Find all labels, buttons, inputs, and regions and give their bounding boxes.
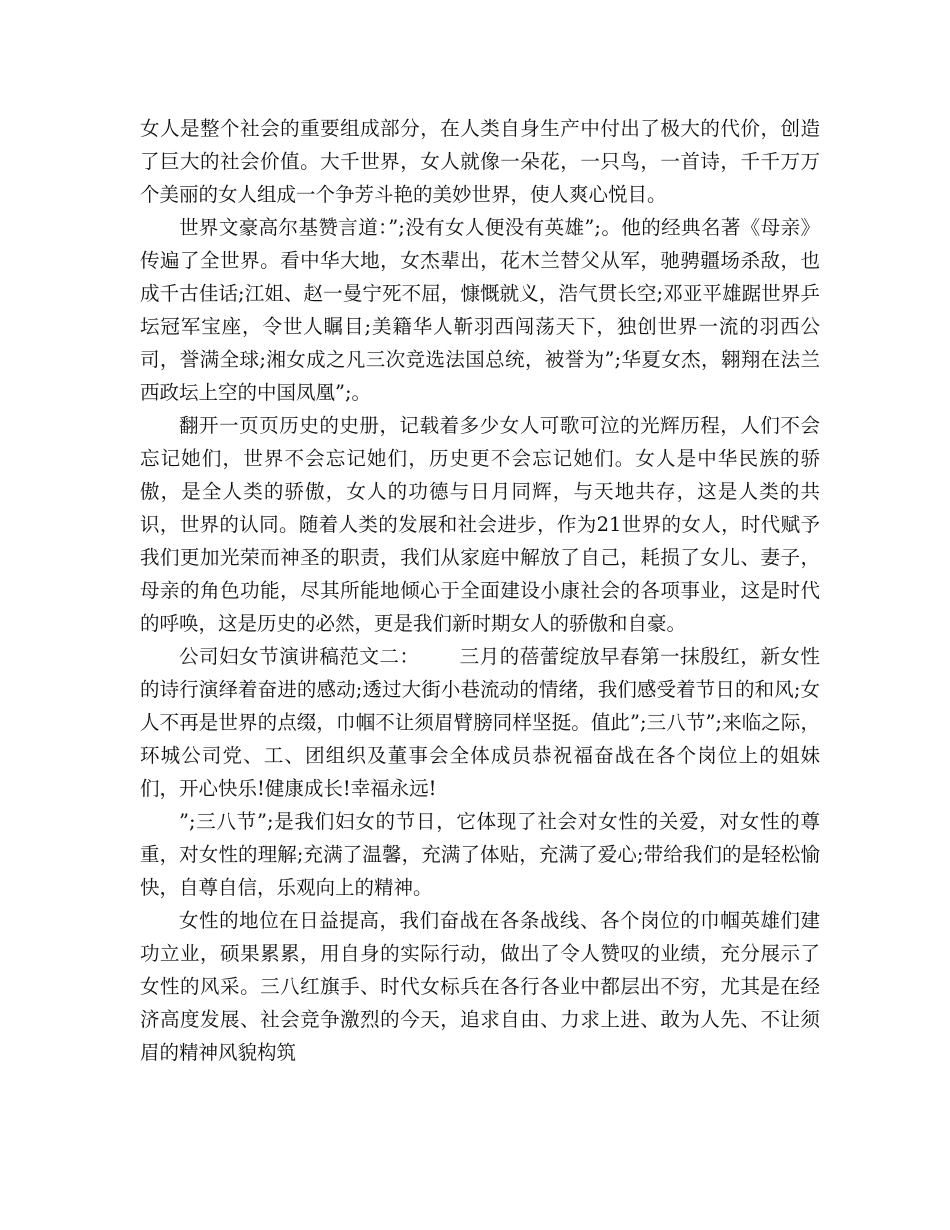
paragraph-womens-day: ”;三八节”;是我们妇女的节日，它体现了社会对女性的关爱，对女性的尊重，对女性的理解;充满了温馨，充满了体贴，充满了爱心;带给我们的是轻松愉快，自尊自信，乐观向上的精神。 [140,810,820,899]
section-heading: 公司妇女节演讲稿范文二： [179,645,420,668]
paragraph-speech-two [140,640,820,805]
paragraph-history: 翻开一页页历史的史册，记载着多少女人可歌可泣的光辉历程，人们不会忘记她们，世界不会忘记她们，历史更不会忘记她们。女人是中华民族的骄傲，是全人类的骄傲，女人的功德与日月同辉，与天地共存，这是人类的共识，世界的认同。随着人类的发展和社会进步，作为21世界的女人，时代赋予我们更加光荣而神圣的职责，我们从家庭中解放了自己，耗损了女儿、妻子，母亲的角色功能，尽其所能地倾心于全面建设小康社会的各项事业，这是时代的呼唤，这是历史的必然，更是我们新时期女人的骄傲和自豪。 [140,414,820,635]
paragraph-intro: 女人是整个社会的重要组成部分，在人类自身生产中付出了极大的代价，创造了巨大的社会价值。大千世界，女人就像一朵花，一只鸟，一首诗，千千万万个美丽的女人组成一个争芳斗艳的美妙世界，使人爽心悦目。 [140,117,820,206]
paragraph-speech-two-text: 三月的蓓蕾绽放早春第一抹殷红，新女性的诗行演绎着奋进的感动;透过大街小巷流动的情绪，我们感受着节日的和风;女人不再是世界的点缀，巾帼不让须眉臂膀同样坚挺。值此”;三八节”;来临之际，环城公司党、工、团组织及董事会全体成员恭祝福奋战在各个岗位上的姐妹们，开心快乐!健康成长!幸福永远! [140,645,820,800]
paragraph-status: 女性的地位在日益提高，我们奋战在各条战线、各个岗位的巾帼英雄们建功立业，硕果累累，用自身的实际行动，做出了令人赞叹的业绩，充分展示了女性的风采。三八红旗手、时代女标兵在各行各业中都层出不穷，尤其是在经济高度发展、社会竞争激烈的今天，追求自由、力求上进、敢为人先、不让须眉的精神风貌构筑 [140,909,820,1064]
document-body [140,112,820,1069]
paragraph-gorky-quote: 世界文豪高尔基赞言道：”;没有女人便没有英雄”;。他的经典名著《母亲》传遍了全世界。看中华大地，女杰辈出，花木兰替父从军，驰骋疆场杀敌，也成千古佳话;江姐、赵一曼宁死不屈，慷慨就义，浩气贯长空;邓亚平雄踞世界乒坛冠军宝座，令世人瞩目;美籍华人靳羽西闯荡天下，独创世界一流的羽西公司，誉满全球;湘女成之凡三次竞选法国总统，被誉为”;华夏女杰，翱翔在法兰西政坛上空的中国凤凰”;。 [140,216,820,404]
